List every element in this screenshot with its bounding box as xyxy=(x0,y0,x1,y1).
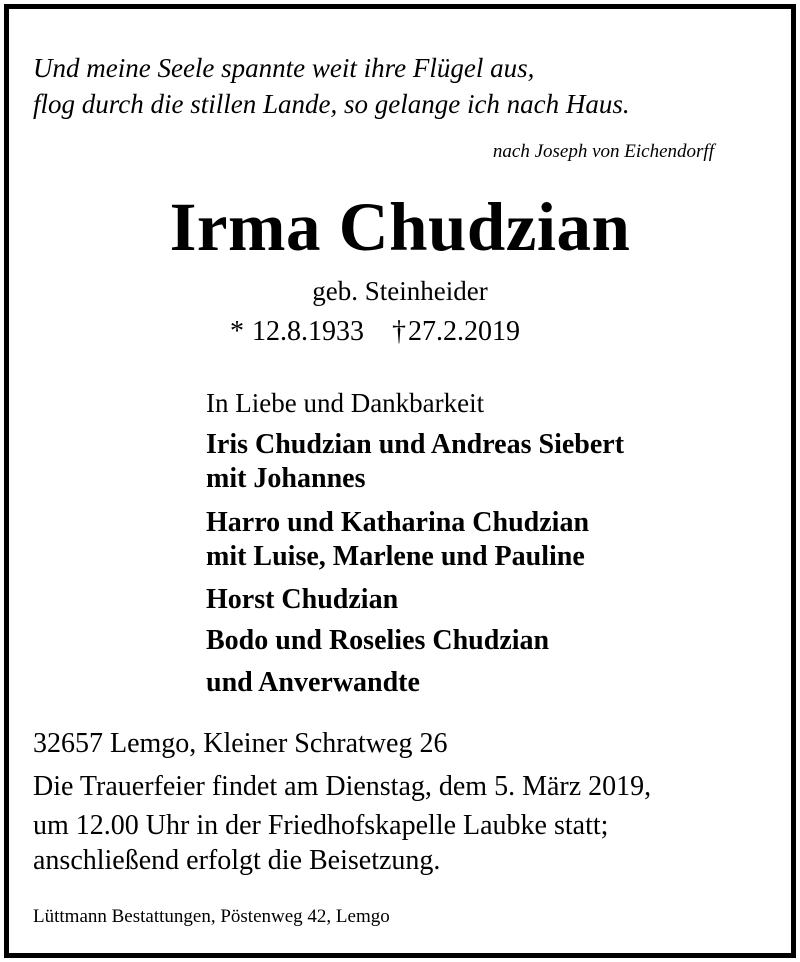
death-cross-icon: † xyxy=(392,316,406,347)
mourner-line: und Anverwandte xyxy=(206,667,420,698)
mourner-line: mit Luise, Marlene und Pauline xyxy=(206,541,585,572)
quote-attribution: nach Joseph von Eichendorff xyxy=(492,141,714,162)
quote-line-2: flog durch die stillen Lande, so gelange ich nach Haus. xyxy=(33,89,630,119)
service-line-3: anschließend erfolgt die Beisetzung. xyxy=(33,845,441,876)
undertaker-credit: Lüttmann Bestattungen, Pöstenweg 42, Lemgo xyxy=(33,906,390,927)
death-date: 27.2.2019 xyxy=(408,316,520,347)
deceased-name: Irma Chudzian xyxy=(169,189,631,265)
service-line-1: Die Trauerfeier findet am Dienstag, dem 5. März 2019, xyxy=(33,771,652,802)
mourner-line: mit Johannes xyxy=(206,463,366,494)
mourner-line: Horst Chudzian xyxy=(206,584,399,615)
mourner-line: Iris Chudzian und Andreas Siebert xyxy=(206,429,625,460)
mourner-line: Bodo und Roselies Chudzian xyxy=(206,625,550,656)
life-dates xyxy=(230,318,520,346)
quote-line-1: Und meine Seele spannte weit ihre Flügel aus, xyxy=(33,53,535,83)
service-line-2: um 12.00 Uhr in der Friedhofskapelle Laubke statt; xyxy=(33,810,609,841)
birth-date: 12.8.1933 xyxy=(252,316,364,347)
mourner-intro: In Liebe und Dankbarkeit xyxy=(206,388,485,418)
family-address: 32657 Lemgo, Kleiner Schratweg 26 xyxy=(33,728,448,759)
mourner-line: Harro und Katharina Chudzian xyxy=(206,507,590,538)
maiden-name: geb. Steinheider xyxy=(312,276,488,306)
birth-star-icon: * xyxy=(230,316,244,347)
